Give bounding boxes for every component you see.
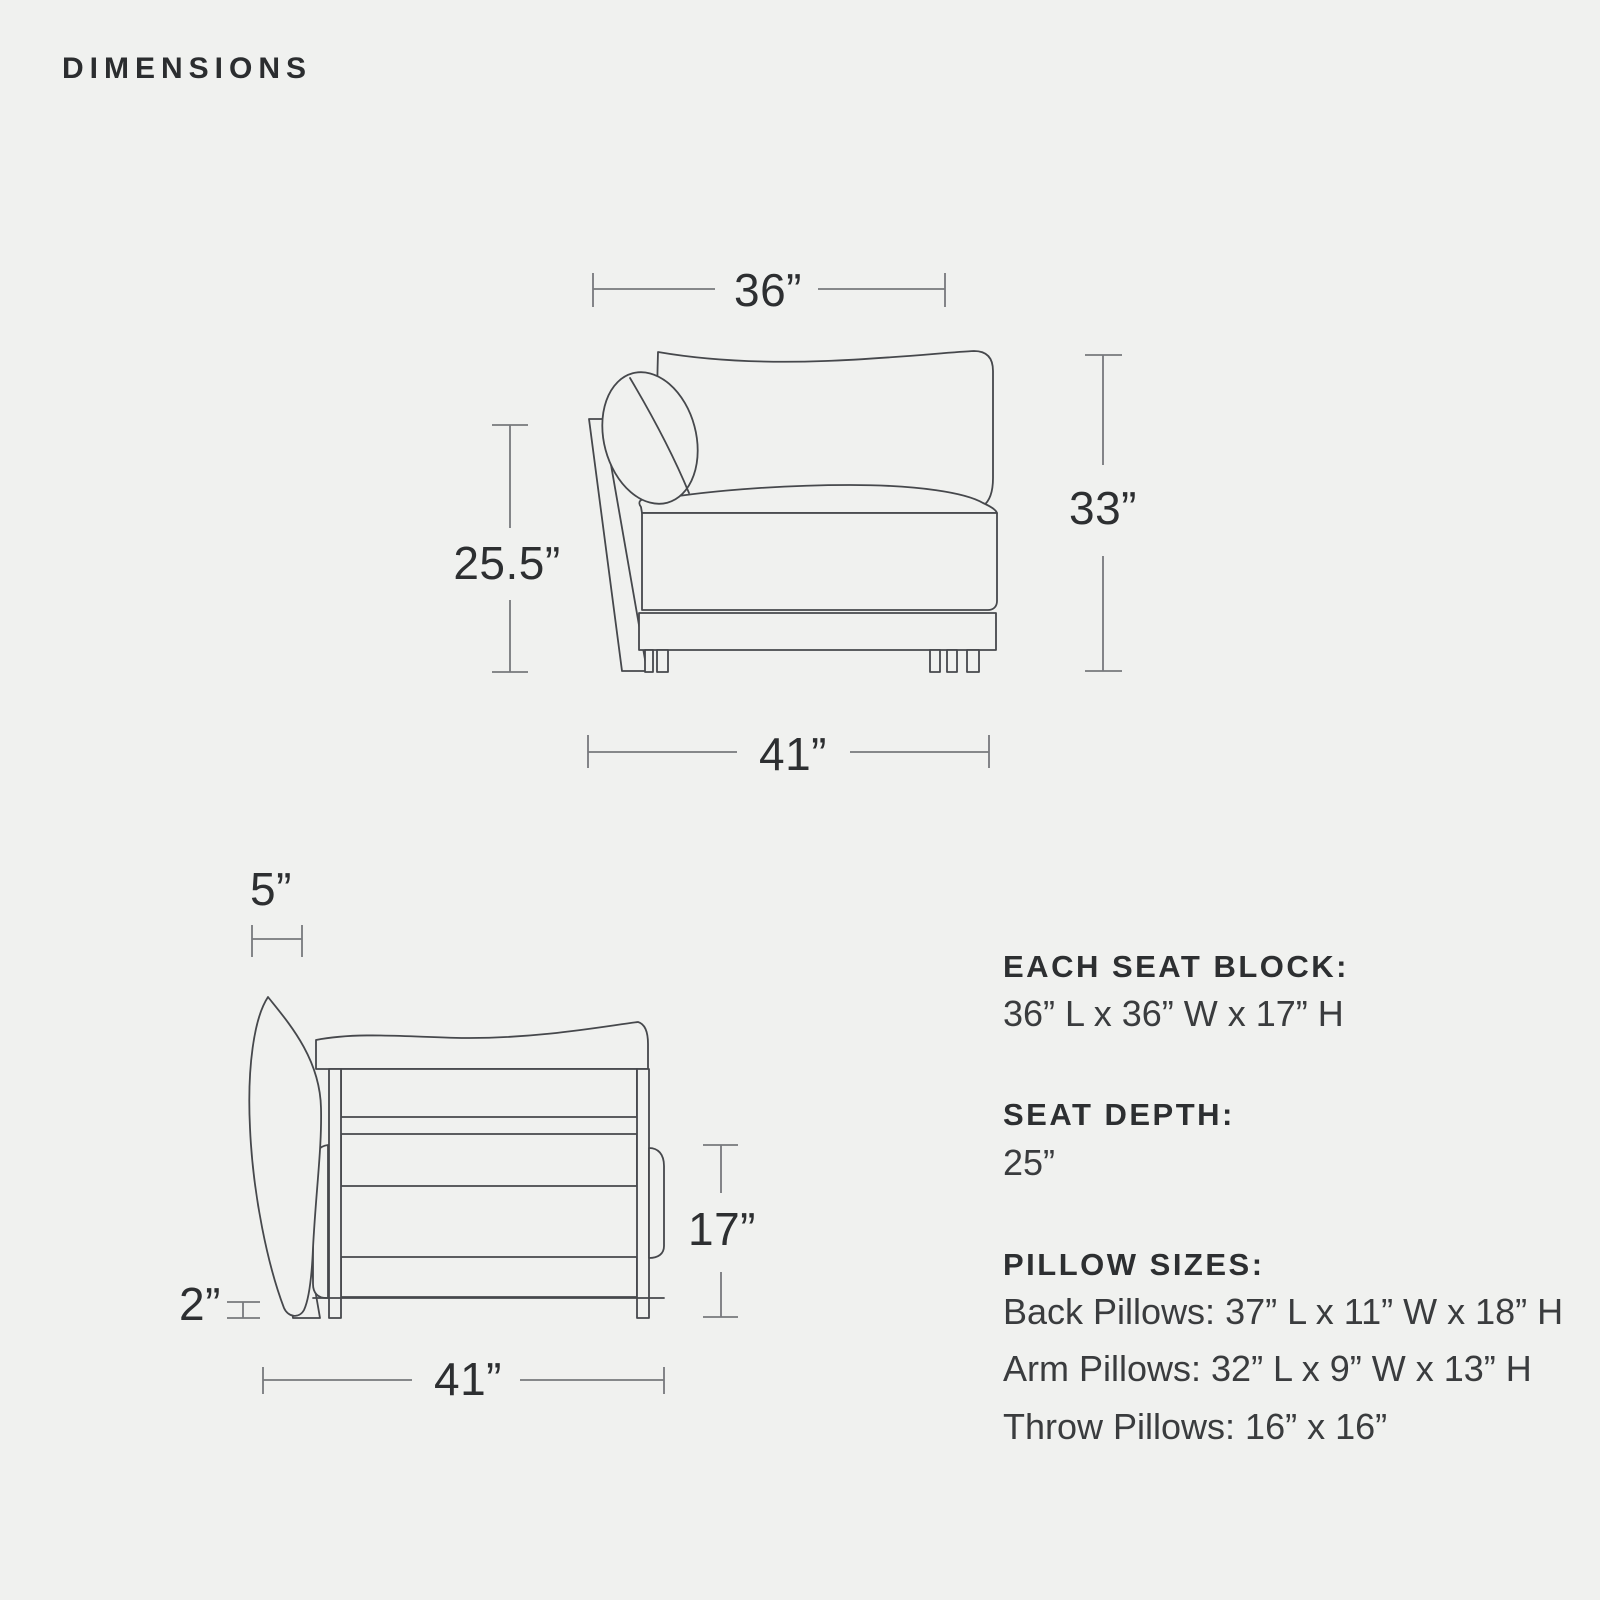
- side-plinth: [639, 613, 996, 650]
- side-leg: [657, 650, 668, 672]
- side-height-label: 33”: [1069, 482, 1137, 534]
- side-seat-base: [642, 513, 997, 610]
- spec-value-back-pillows: Back Pillows: 37” L x 11” W x 18” H: [1003, 1291, 1564, 1332]
- page-title: DIMENSIONS: [62, 52, 313, 85]
- back-frame-board: [341, 1257, 637, 1297]
- spec-value-throw-pillows: Throw Pillows: 16” x 16”: [1003, 1406, 1388, 1447]
- side-leg: [645, 650, 653, 672]
- back-seat-height-label: 17”: [688, 1203, 756, 1255]
- back-seat-cushion-top: [316, 1022, 648, 1069]
- spec-value-seat-depth: 25”: [1003, 1142, 1056, 1183]
- side-leg: [930, 650, 940, 672]
- back-view-drawing: [249, 997, 664, 1318]
- back-top-offset-label: 5”: [250, 863, 292, 915]
- back-arm-pillow: [249, 997, 321, 1316]
- side-leg: [947, 650, 957, 672]
- back-frame-post: [329, 1069, 341, 1318]
- back-right-cushion-edge: [649, 1148, 664, 1258]
- side-back-height-label: 25.5”: [453, 537, 561, 589]
- side-leg: [967, 650, 979, 672]
- side-width-label: 36”: [734, 264, 802, 316]
- back-frame-post: [637, 1069, 649, 1318]
- side-view-drawing: [588, 351, 997, 672]
- back-base-height-label: 2”: [179, 1278, 221, 1330]
- spec-heading-seat-depth: SEAT DEPTH:: [1003, 1097, 1235, 1132]
- back-frame-board: [341, 1069, 637, 1117]
- spec-value-seat-block: 36” L x 36” W x 17” H: [1003, 993, 1344, 1034]
- spec-heading-pillow-sizes: PILLOW SIZES:: [1003, 1247, 1265, 1282]
- back-frame-board: [341, 1134, 637, 1186]
- back-width-label: 41”: [434, 1353, 502, 1405]
- side-depth-label: 41”: [759, 728, 827, 780]
- spec-heading-seat-block: EACH SEAT BLOCK:: [1003, 949, 1349, 984]
- spec-value-arm-pillows: Arm Pillows: 32” L x 9” W x 13” H: [1003, 1348, 1532, 1389]
